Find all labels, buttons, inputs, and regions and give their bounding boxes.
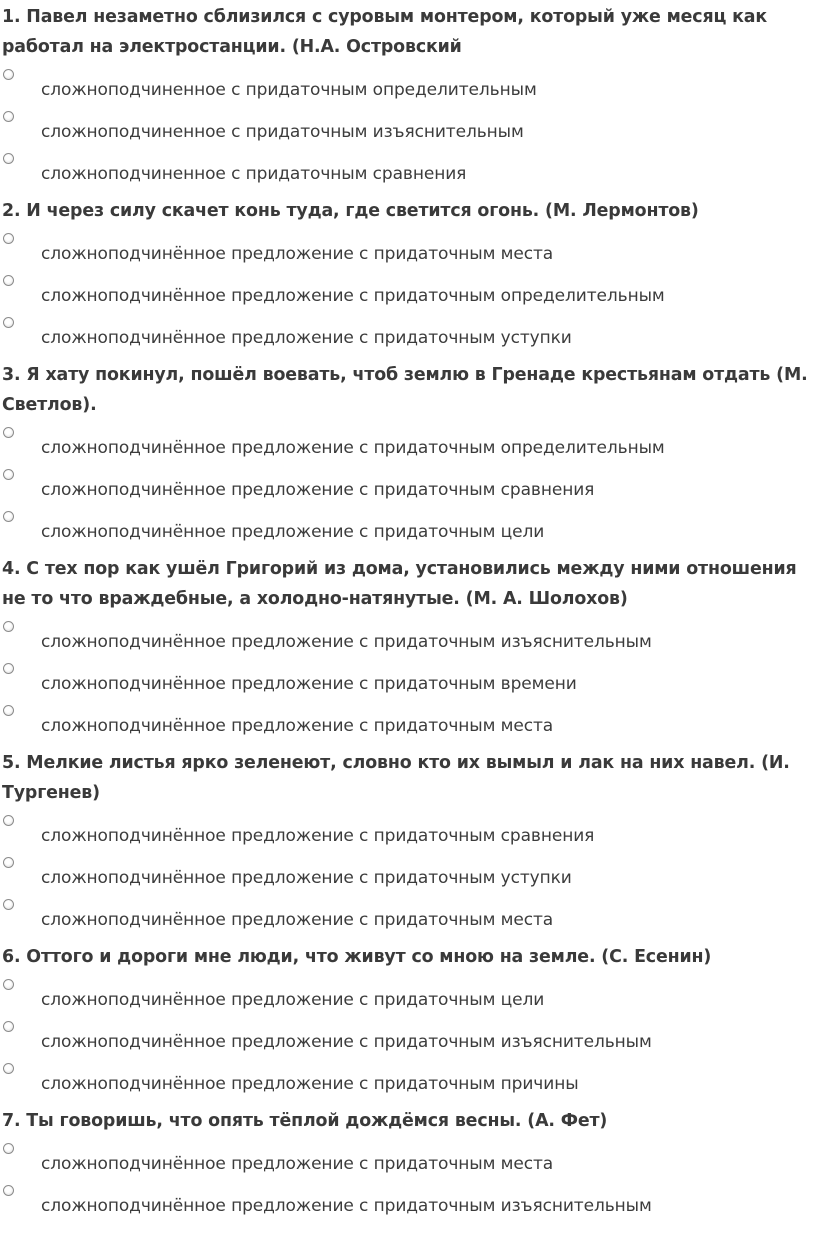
answer-option[interactable] <box>0 152 816 194</box>
answer-option[interactable] <box>0 110 816 152</box>
answer-option-label[interactable]: сложноподчинённое предложение с придаточным сравнения <box>41 480 595 500</box>
answer-option[interactable] <box>0 1062 816 1104</box>
answer-option-label[interactable]: сложноподчинённое предложение с придаточным места <box>41 716 554 736</box>
question-title: 7. Ты говоришь, что опять тёплой дождёмся весны. (А. Фет) <box>2 1111 608 1131</box>
question-title: 6. Оттого и дороги мне люди, что живут со мною на земле. (С. Есенин) <box>2 947 712 967</box>
radio-button-icon[interactable] <box>3 1063 14 1074</box>
question-6 <box>0 940 816 1104</box>
radio-button-icon[interactable] <box>3 663 14 674</box>
answer-option[interactable] <box>0 426 816 468</box>
radio-button-icon[interactable] <box>3 511 14 522</box>
answer-option[interactable] <box>0 1142 816 1184</box>
answer-option-label[interactable]: сложноподчинённое предложение с придаточным сравнения <box>41 826 595 846</box>
answer-option[interactable] <box>0 1020 816 1062</box>
answer-option[interactable] <box>0 274 816 316</box>
answer-option-label[interactable]: сложноподчиненное с придаточным изъяснительным <box>41 122 524 142</box>
answer-option[interactable] <box>0 232 816 274</box>
answer-option-label[interactable]: сложноподчинённое предложение с придаточным уступки <box>41 328 572 348</box>
radio-button-icon[interactable] <box>3 621 14 632</box>
question-4 <box>0 552 816 746</box>
radio-button-icon[interactable] <box>3 275 14 286</box>
question-1 <box>0 0 816 194</box>
answer-option-label[interactable]: сложноподчинённое предложение с придаточным времени <box>41 674 577 694</box>
answer-option-label[interactable]: сложноподчинённое предложение с придаточным изъяснительным <box>41 1032 652 1052</box>
answer-option[interactable] <box>0 856 816 898</box>
answer-option-label[interactable]: сложноподчинённое предложение с придаточным уступки <box>41 868 572 888</box>
answer-option[interactable] <box>0 898 816 940</box>
answer-option-label[interactable]: сложноподчинённое предложение с придаточным цели <box>41 522 545 542</box>
answer-option-label[interactable]: сложноподчинённое предложение с придаточным причины <box>41 1074 579 1094</box>
answer-option[interactable] <box>0 468 816 510</box>
answer-option[interactable] <box>0 978 816 1020</box>
radio-button-icon[interactable] <box>3 1143 14 1154</box>
radio-button-icon[interactable] <box>3 857 14 868</box>
radio-button-icon[interactable] <box>3 815 14 826</box>
radio-button-icon[interactable] <box>3 1021 14 1032</box>
answer-option[interactable] <box>0 316 816 358</box>
answer-option-label[interactable]: сложноподчинённое предложение с придаточным изъяснительным <box>41 1196 652 1216</box>
question-5 <box>0 746 816 940</box>
radio-button-icon[interactable] <box>3 317 14 328</box>
answer-option-label[interactable]: сложноподчинённое предложение с придаточным определительным <box>41 438 665 458</box>
answer-option-label[interactable]: сложноподчинённое предложение с придаточным места <box>41 244 554 264</box>
question-title: 5. Мелкие листья ярко зеленеют, словно кто их вымыл и лак на них навел. (И. Тургенев) <box>2 753 790 803</box>
question-2 <box>0 194 816 358</box>
radio-button-icon[interactable] <box>3 979 14 990</box>
answer-options <box>0 420 816 552</box>
question-7 <box>0 1104 816 1226</box>
answer-options <box>0 972 816 1104</box>
radio-button-icon[interactable] <box>3 153 14 164</box>
answer-option[interactable] <box>0 510 816 552</box>
answer-options <box>0 1136 816 1226</box>
answer-options <box>0 808 816 940</box>
answer-option-label[interactable]: сложноподчиненное с придаточным определительным <box>41 80 537 100</box>
answer-options <box>0 614 816 746</box>
radio-button-icon[interactable] <box>3 427 14 438</box>
question-title: 2. И через силу скачет конь туда, где светится огонь. (М. Лермонтов) <box>2 201 699 221</box>
answer-options <box>0 226 816 358</box>
answer-option[interactable] <box>0 662 816 704</box>
question-title: 3. Я хату покинул, пошёл воевать, чтоб землю в Гренаде крестьянам отдать (М. Светлов). <box>2 365 808 415</box>
answer-option[interactable] <box>0 620 816 662</box>
answer-option[interactable] <box>0 1184 816 1226</box>
radio-button-icon[interactable] <box>3 69 14 80</box>
answer-option-label[interactable]: сложноподчинённое предложение с придаточным места <box>41 910 554 930</box>
answer-option-label[interactable]: сложноподчинённое предложение с придаточным изъяснительным <box>41 632 652 652</box>
question-3 <box>0 358 816 552</box>
answer-option-label[interactable]: сложноподчинённое предложение с придаточным места <box>41 1154 554 1174</box>
answer-option[interactable] <box>0 704 816 746</box>
answer-option[interactable] <box>0 68 816 110</box>
question-title: 1. Павел незаметно сблизился с суровым монтером, который уже месяц как работал на электростанции. (Н.А. Островский <box>2 7 768 57</box>
answer-option-label[interactable]: сложноподчиненное с придаточным сравнения <box>41 164 467 184</box>
answer-options <box>0 62 816 194</box>
radio-button-icon[interactable] <box>3 233 14 244</box>
radio-button-icon[interactable] <box>3 705 14 716</box>
answer-option-label[interactable]: сложноподчинённое предложение с придаточным цели <box>41 990 545 1010</box>
radio-button-icon[interactable] <box>3 111 14 122</box>
radio-button-icon[interactable] <box>3 1185 14 1196</box>
answer-option-label[interactable]: сложноподчинённое предложение с придаточным определительным <box>41 286 665 306</box>
question-title: 4. С тех пор как ушёл Григорий из дома, установились между ними отношения не то что враждебные, а холодно-натянутые. (М. А. Шолохов) <box>2 559 797 609</box>
radio-button-icon[interactable] <box>3 899 14 910</box>
answer-option[interactable] <box>0 814 816 856</box>
radio-button-icon[interactable] <box>3 469 14 480</box>
